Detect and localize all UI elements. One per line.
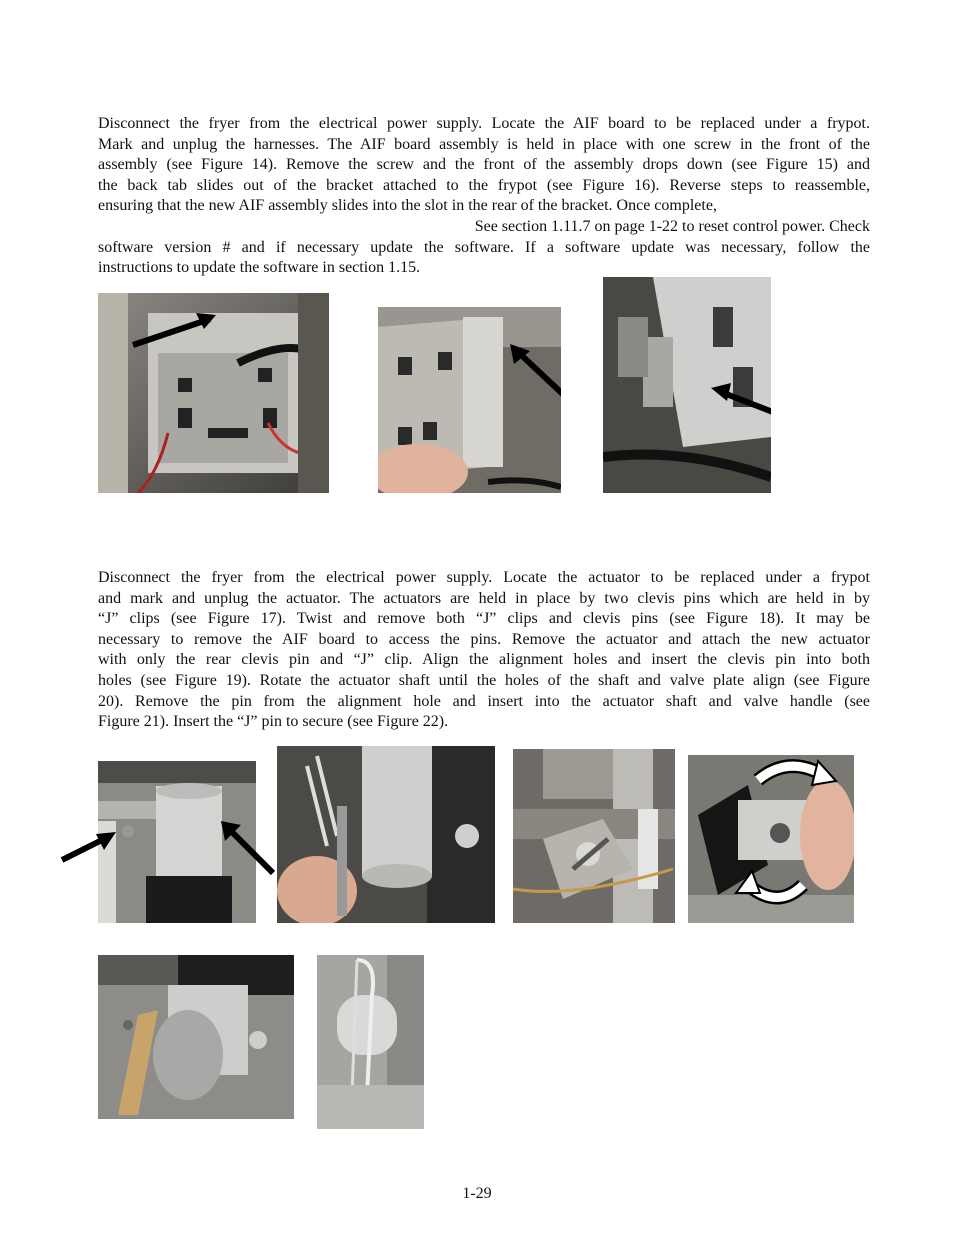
j-pin-secure-photo — [317, 955, 424, 1129]
text-line: Disconnect the fryer from the electrical power supply. Locate the AIF board to be replaced under a frypot. — [98, 115, 870, 132]
actuator-alignment-photo — [513, 749, 675, 923]
page-number: 1-29 — [462, 1185, 492, 1202]
text-line: See section 1.11.7 on page 1-22 to reset control power. Check — [474, 217, 870, 235]
aif-board-screw-photo — [98, 293, 329, 493]
text-line: holes (see Figure 19). Rotate the actuator shaft until the holes of the shaft and valve plate align (see Figure — [98, 671, 870, 689]
aif-board-instructions — [98, 114, 870, 279]
actuator-shaft-rotate-photo — [688, 755, 854, 923]
actuator-instructions — [98, 568, 870, 733]
text-line: ensuring that the new AIF assembly slides into the slot in the rear of the bracket. Once complete, — [98, 197, 717, 215]
pin-insert-photo — [98, 955, 294, 1119]
text-line: necessary to remove the AIF board to access the pins. Remove the actuator and attach the new actuator — [98, 630, 870, 648]
arrow-icon — [60, 828, 120, 864]
text-line: assembly (see Figure 14). Remove the screw and the front of the assembly drops down (see Figure 15) and — [98, 156, 870, 174]
text-line: with only the rear clevis pin and “J” clip. Align the alignment holes and insert the clevis pin into both — [98, 651, 870, 669]
text-line: “J” clips (see Figure 17). Twist and remove both “J” clips and clevis pins (see Figure 18). It may be — [98, 610, 870, 628]
text-line: Disconnect the fryer from the electrical power supply. Locate the actuator to be replaced under a frypot — [98, 569, 870, 586]
text-line: Mark and unplug the harnesses. The AIF board assembly is held in place with one screw in the front of the — [98, 135, 870, 153]
text-line: instructions to update the software in section 1.15. — [98, 259, 421, 277]
clevis-pin-removal-photo — [277, 746, 495, 923]
text-line: the back tab slides out of the bracket attached to the frypot (see Figure 16). Reverse steps to reassemble, — [98, 176, 870, 194]
text-line: Figure 21). Insert the “J” pin to secure (see Figure 22). — [98, 713, 449, 731]
text-line: software version # and if necessary update the software. If a software update was necessary, follow the — [98, 238, 870, 256]
aif-board-drop-photo — [378, 307, 561, 493]
text-line: 20). Remove the pin from the alignment hole and insert into the actuator shaft and valve handle (see — [98, 692, 870, 710]
aif-board-tab-photo — [603, 277, 771, 493]
arrow-icon — [215, 815, 277, 877]
text-line: and mark and unplug the actuator. The actuators are held in place by two clevis pins which are held in by — [98, 589, 870, 607]
